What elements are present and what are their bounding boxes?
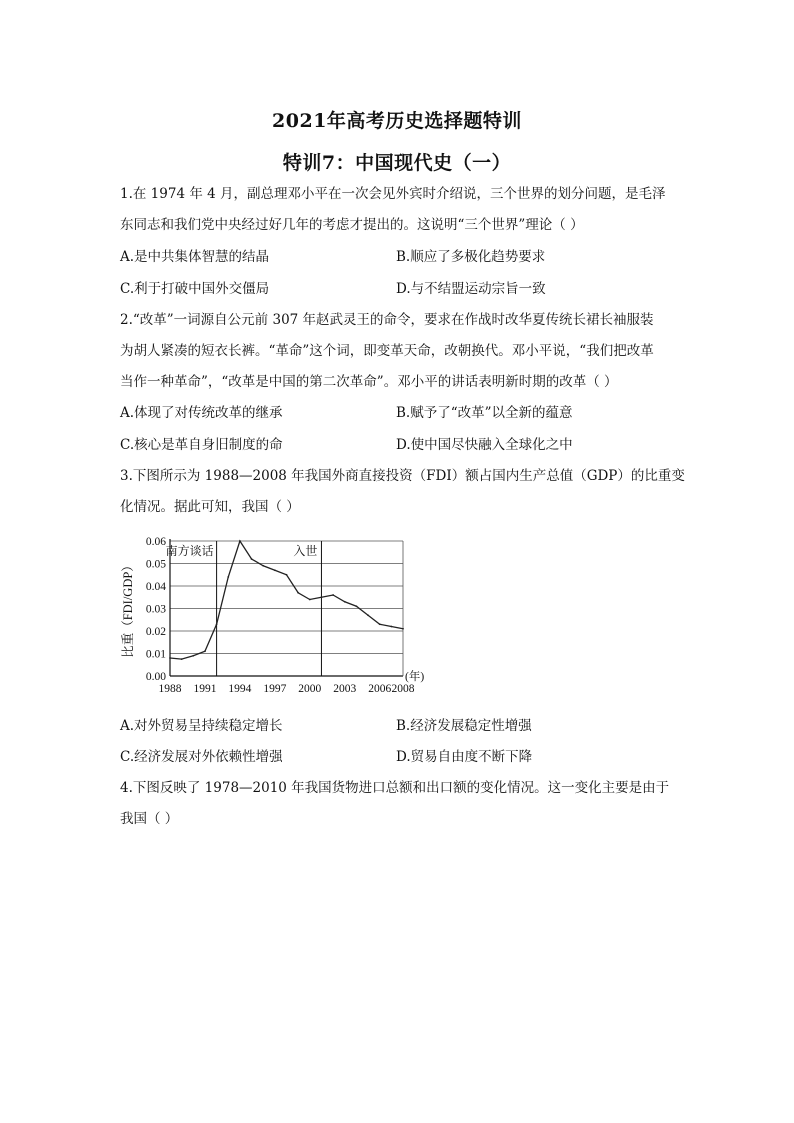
q3-option-b[interactable]: B.经济发展稳定性增强 [396,718,532,734]
data-point [286,574,288,576]
document-subtitle: 特训7：中国现代史（一） [282,152,512,174]
q2-option-a[interactable]: A.体现了对传统改革的继承 [120,405,283,421]
y-tick-label: 0.05 [145,558,166,571]
data-point [251,558,253,560]
data-point [216,623,218,625]
q2-stem-line-3: 当作一种革命”，“改革是中国的第二次革命”。邓小平的讲话表明新时期的改革（ ） [120,374,618,390]
q3-stem-line-1: 3.下图所示为 1988—2008 年我国外商直接投资（FDI）额占国内生产总值（GDP）的比重变 [120,468,685,484]
data-point [379,623,381,625]
q3-stem-line-2: 化情况。据此可知，我国（ ） [120,499,300,515]
y-tick-label: 0.01 [145,648,166,661]
q1-option-c[interactable]: C.利于打破中国外交僵局 [120,281,270,297]
q1-option-a[interactable]: A.是中共集体智慧的结晶 [120,249,270,265]
x-tick-label: 1988 [158,683,182,695]
data-point [227,576,229,578]
q2-option-b[interactable]: B.赋予了“改革”以全新的蕴意 [396,405,573,421]
x-tick-label: 1994 [228,683,252,695]
y-axis-label: 比重（FDI/GDP） [121,559,135,658]
x-tick-label: 1997 [263,683,287,695]
q1-stem-line-1: 1.在 1974 年 4 月，副总理邓小平在一次会见外宾时介绍说，三个世界的划分问题，是毛泽 [120,186,666,202]
annotation-label: 南方谈话 [165,544,214,558]
y-tick-label: 0.00 [145,671,166,683]
q2-option-d[interactable]: D.使中国尽快融入全球化之中 [396,437,573,453]
data-point [309,599,311,601]
data-point [297,592,299,594]
q1-stem-line-2: 东同志和我们党中央经过好几年的考虑才提出的。这说明“三个世界”理论（ ） [120,217,584,233]
fdi-gdp-series-line [170,541,403,659]
data-point [274,569,276,571]
x-tick-label: 2000 [298,683,322,695]
data-point [367,614,369,616]
q4-stem-line-2: 我国（ ） [120,811,179,827]
document-title: 2021年高考历史选择题特训 [272,110,522,132]
y-tick-label: 0.04 [145,581,166,593]
q3-option-a[interactable]: A.对外贸易呈持续稳定增长 [120,718,283,734]
x-tick-label: 2003 [333,683,357,695]
data-point [356,605,358,607]
y-tick-label: 0.03 [145,603,166,616]
q4-stem-line-1: 4.下图反映了 1978—2010 年我国货物进口总额和出口额的变化情况。这一变化主要是由于 [120,780,670,796]
x-tick-label: 2006 [368,683,392,695]
data-point [181,658,183,660]
data-point [332,594,334,596]
q2-option-c[interactable]: C.核心是革自身旧制度的命 [120,437,283,453]
x-tick-label: 2008 [391,683,415,695]
data-point [204,650,206,652]
q3-option-d[interactable]: D.贸易自由度不断下降 [396,749,533,765]
data-point [239,540,241,542]
x-axis-label: (年) [405,671,425,683]
data-point [169,657,171,659]
q2-stem-line-1: 2.“改革”一词源自公元前 307 年赵武灵王的命令，要求在作战时改华夏传统长裙长袖服装 [120,312,654,328]
q1-option-b[interactable]: B.顺应了多极化趋势要求 [396,249,546,265]
data-point [390,626,392,628]
data-point [192,655,194,657]
x-tick-label: 1991 [193,683,217,695]
data-point [321,596,323,598]
fdi-gdp-line-chart [120,533,425,695]
y-tick-label: 0.06 [145,536,166,548]
q3-option-c[interactable]: C.经济发展对外依赖性增强 [120,749,283,765]
data-point [402,628,404,630]
q2-stem-line-2: 为胡人紧凑的短衣长裤。“革命”这个词，即变革天命，改朝换代。邓小平说，“我们把改革 [120,343,654,359]
y-tick-label: 0.02 [145,626,166,638]
data-point [262,565,264,567]
q1-option-d[interactable]: D.与不结盟运动宗旨一致 [396,281,546,297]
data-point [344,601,346,603]
annotation-label: 入世 [293,544,318,558]
